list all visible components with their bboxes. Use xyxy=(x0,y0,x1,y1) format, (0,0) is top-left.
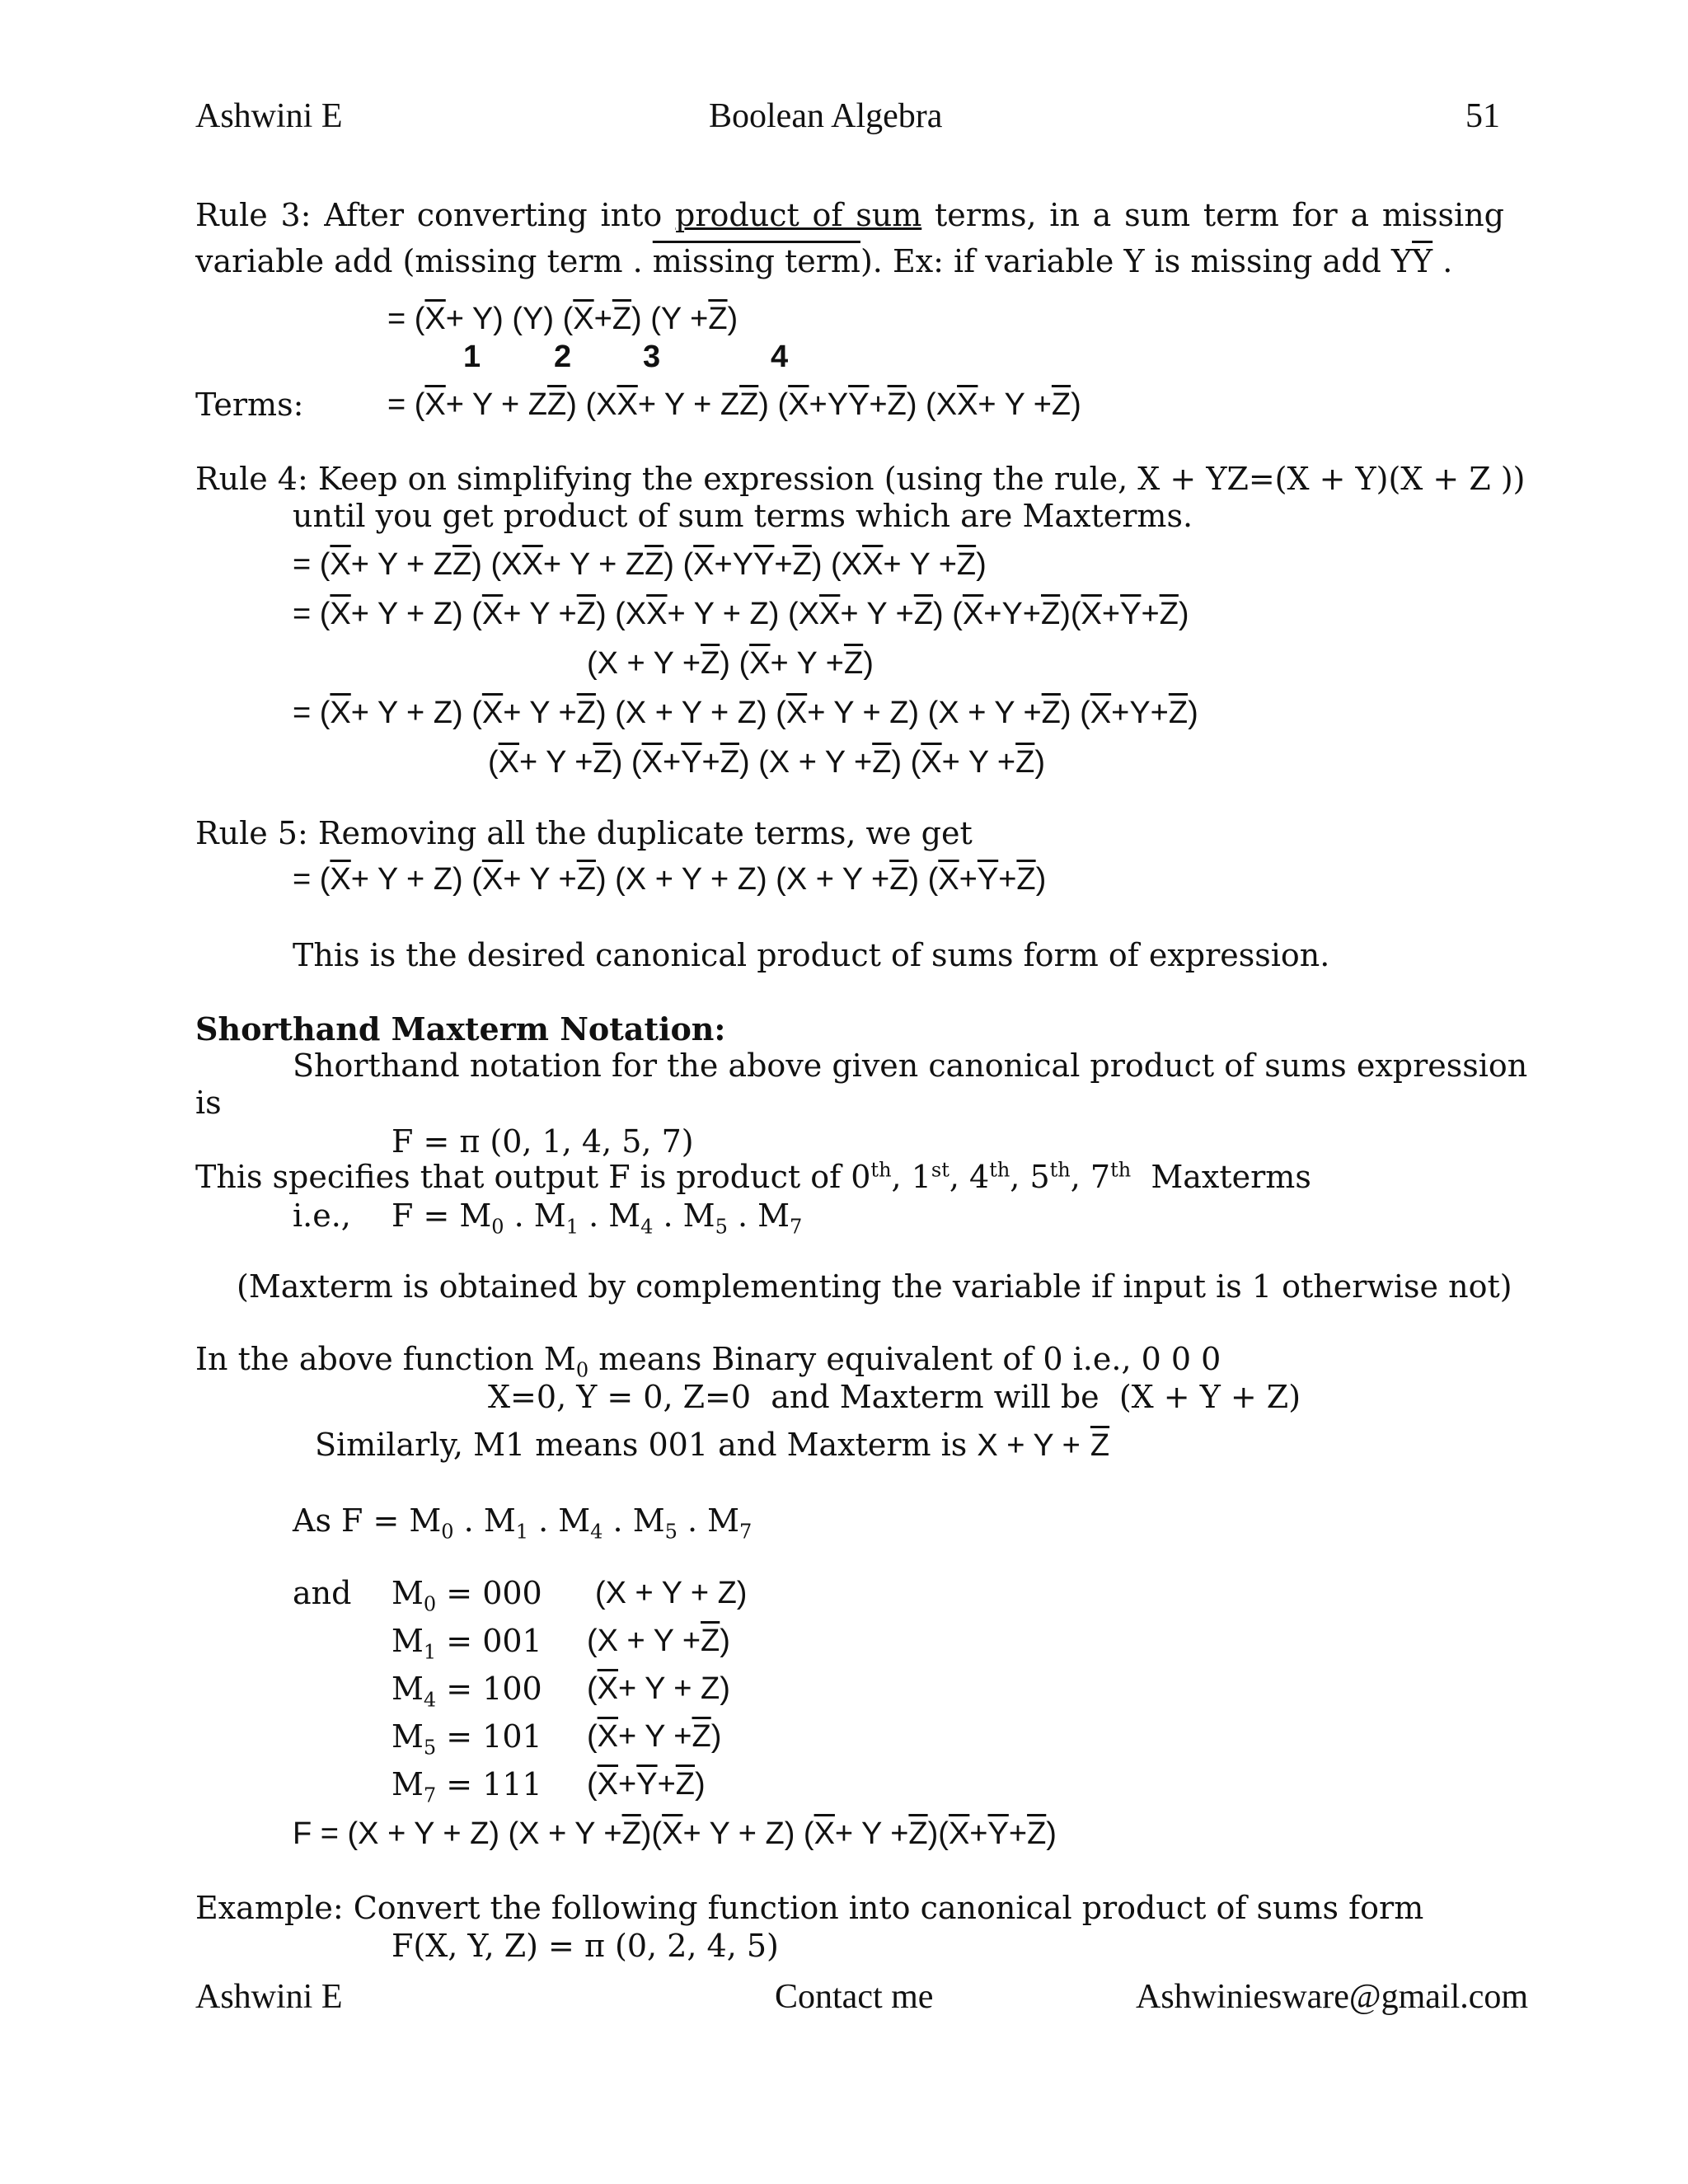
shorthand-formula: F = π (0, 1, 4, 5, 7) xyxy=(392,1123,694,1160)
footer-contact: Contact me xyxy=(775,1978,934,2016)
maxterm-row-1-term: $(X + Y +\overline{Z})$ xyxy=(587,1624,730,1658)
rule4-line1: Rule 4: Keep on simplifying the expression (using the rule, X + YZ=(X + Y)(X + Z )) xyxy=(195,461,1526,497)
rule3-equation-2: = $(\overline{X}+ Y + Z\overline{Z})$ $(X\overline{X}+ Y + Z\overline{Z})$ $(\overline{X}+Y\overline{Y}+\overline{Z})$ $(X\overline{X}+ Y +\overline{Z})$ xyxy=(387,387,1081,422)
rule4-line2: until you get product of sum terms which are Maxterms. xyxy=(293,498,1193,534)
terms-label: Terms: xyxy=(195,387,304,423)
maxterm-row-4-term: $(\overline{X}+\overline{Y}+\overline{Z})$ xyxy=(587,1767,706,1802)
explain-line2: X=0, Y = 0, Z=0 and Maxterm will be (X + Y + Z) xyxy=(488,1379,1301,1415)
shorthand-spec: This specifies that output F is product of 0th, 1st, 4th, 5th, 7th Maxterms xyxy=(195,1158,1311,1195)
maxterm-row-0-term: (X + Y + Z) xyxy=(595,1576,748,1610)
header-title: Boolean Algebra xyxy=(709,97,943,135)
maxterm-row-0-code: $M_0 = 000$ xyxy=(392,1575,542,1616)
shorthand-line1: Shorthand notation for the above given canonical product of sums expression xyxy=(293,1047,1528,1084)
explain-line1: In the above function $M_0$ means Binary equivalent of 0 i.e., 0 0 0 xyxy=(195,1341,1221,1382)
rule4-equation-1: = $(\overline{X}+ Y + Z\overline{Z})$ $(X\overline{X}+ Y + Z\overline{Z})$ $(\overline{X}+Y\overline{Y}+\overline{Z})$ $(X\overline{X}+ Y +\overline{Z})$ xyxy=(293,547,987,582)
rule3-line1: Rule 3: After converting into product of sum terms, in a sum term for a missing xyxy=(195,197,1505,233)
as-line: As $F = M_0$ . $M_1$ . $M_4$ . $M_5$ . $M_7$ xyxy=(293,1502,753,1544)
final-expression: F = (X + Y + Z) $(X + Y +\overline{Z})(\overline{X}+ Y + Z)$ $(\overline{X}+ Y +\overline{Z})(\overline{X}+\overline{Y}+\overline{Z})$ xyxy=(293,1816,1057,1851)
footer-email: Ashwiniesware@gmail.com xyxy=(1136,1978,1529,2016)
example-line1: Example: Convert the following function into canonical product of sums form xyxy=(195,1890,1424,1926)
rule3-term-numbers: 1 2 3 4 xyxy=(463,340,789,374)
maxterm-row-3-code: $M_5 = 101$ xyxy=(392,1718,542,1760)
and-label: and xyxy=(293,1575,352,1611)
rule3-line2: variable add (missing term . missing term). Ex: if variable Y is missing add $Y\overline{Y}$ . xyxy=(195,243,1453,279)
shorthand-line2: is xyxy=(195,1085,222,1121)
rule4-equation-2: = $(\overline{X}+ Y + Z)$ $(\overline{X}+ Y +\overline{Z})$ $(X\overline{X}+ Y + Z)$ $(X\overline{X}+ Y +\overline{Z})$ $(\overline{X}+Y+\overline{Z})(\overline{X}+\overline{Y}+\overline{Z})$ xyxy=(293,597,1189,631)
maxterm-row-2-code: $M_4 = 100$ xyxy=(392,1671,542,1712)
rule5-conclusion: This is the desired canonical product of sums form of expression. xyxy=(293,937,1330,973)
explain-line3: Similarly, M1 means 001 and Maxterm is $X + Y + \overline{Z}$ xyxy=(315,1427,1110,1463)
footer-author: Ashwini E xyxy=(195,1978,343,2016)
maxterm-note: (Maxterm is obtained by complementing the variable if input is 1 otherwise not) xyxy=(237,1268,1512,1305)
rule5-line1: Rule 5: Removing all the duplicate terms, we get xyxy=(195,815,973,851)
rule4-equation-3: $(X + Y +\overline{Z})$ $(\overline{X}+ Y +\overline{Z})$ xyxy=(587,646,874,681)
rule3-equation-1: = $(\overline{X}+ Y)$ (Y) $(\overline{X}+\overline{Z})$ $(Y +\overline{Z})$ xyxy=(387,302,738,336)
rule4-equation-5: $(\overline{X}+ Y +\overline{Z})$ $(\overline{X}+\overline{Y}+\overline{Z}) (X + Y +\overline{Z})$ $(\overline{X}+ Y +\overline{Z})$ xyxy=(488,745,1045,780)
rule4-equation-4: = $(\overline{X}+ Y + Z)$ $(\overline{X}+ Y +\overline{Z}) (X + Y + Z)$ $(\overline{X}+ Y + Z) (X + Y +\overline{Z})$ $(\overline{X}+Y+\overline{Z})$ xyxy=(293,696,1198,730)
maxterm-row-1-code: $M_1 = 001$ xyxy=(392,1623,542,1664)
header-page-number: 51 xyxy=(1465,97,1500,135)
maxterm-row-3-term: $(\overline{X}+ Y +\overline{Z})$ xyxy=(587,1719,722,1754)
example-function: F(X, Y, Z) = π (0, 2, 4, 5) xyxy=(392,1928,779,1964)
maxterm-row-2-term: $(\overline{X}+ Y + Z)$ xyxy=(587,1671,730,1706)
section-heading: Shorthand Maxterm Notation: xyxy=(195,1010,726,1047)
header-author: Ashwini E xyxy=(195,97,343,135)
rule5-equation: = $(\overline{X}+ Y + Z)$ $(\overline{X}+ Y +\overline{Z}) (X + Y + Z) (X + Y +\overline{Z})$ $(\overline{X}+\overline{Y}+\overline{Z})$ xyxy=(293,862,1047,897)
ie-label: i.e., xyxy=(293,1197,351,1234)
ie-formula: $F = M_0$ . $M_1$ . $M_4$ . $M_5$ . $M_7$ xyxy=(392,1197,803,1239)
maxterm-row-4-code: $M_7 = 111$ xyxy=(392,1766,542,1807)
